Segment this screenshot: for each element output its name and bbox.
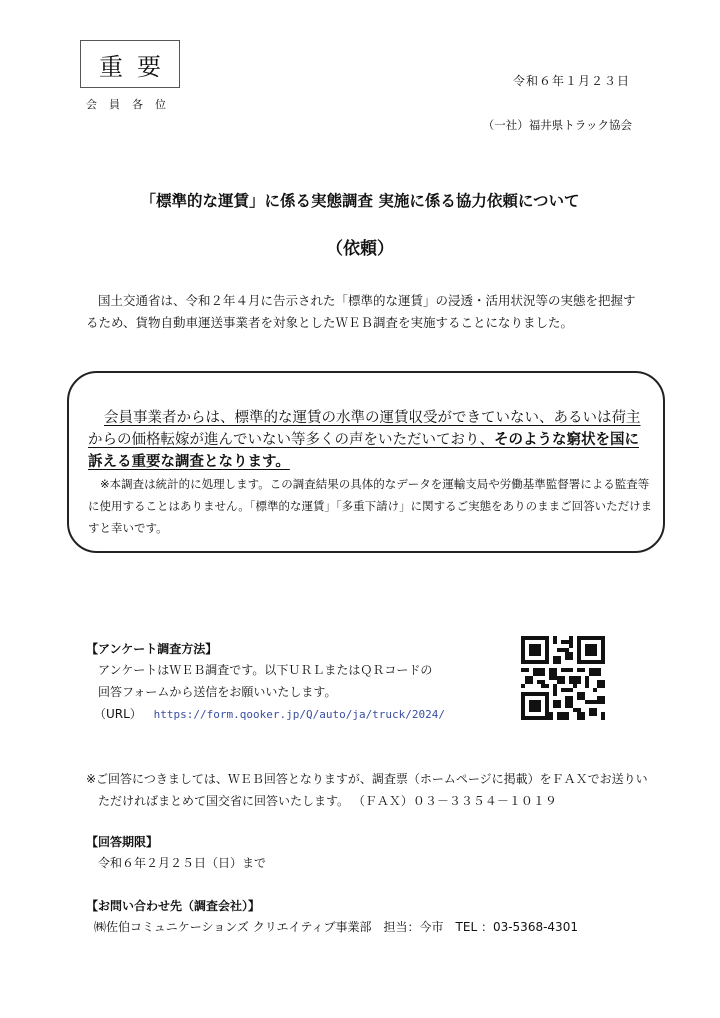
survey-url-link[interactable]: https://form.qooker.jp/Q/auto/ja/truck/2024/ [153,708,446,721]
recipients: 会員各位 [86,98,178,111]
contact-value: ㈱佐伯コミュニケーションズ クリエイティブ事業部 担当：今市 TEL ：03-5368-4301 [94,920,578,934]
deadline-value: 令和６年２月２５日（日）まで [98,856,267,870]
deadline-section [86,833,266,874]
deadline-heading: 【回答期限】 [86,835,159,849]
survey-heading: 【アンケート調査方法】 [86,642,218,656]
survey-section [86,640,445,726]
contact-section [86,897,578,938]
survey-url-row [86,703,445,726]
survey-line-1: アンケートはＷＥＢ調査です。以下ＵＲＬまたはＱＲコードの [98,663,433,677]
survey-url-label: （URL） [94,707,142,721]
fax-note-text: ※ご回答につきましては、ＷＥＢ回答となりますが、調査票（ホームページに掲載）をＦＡＸでお送りいただければまとめて国交省に回答いたします。 （ＦＡＸ）０３－３３５４－１０１９ [86,772,648,808]
importance-stamp [80,40,180,88]
callout-note: ※本調査は統計的に処理します。この調査結果の具体的なデータを運輸支局や労働基準監督署による監査等に使用することはありません。「標準的な運賃」「多重下請け」に関するご実態をありのままご回答いただけますと幸いです。 [88,477,653,535]
callout-main-text [88,407,648,473]
qr-code-icon[interactable] [521,636,605,720]
issue-date: 令和６年１月２３日 [512,74,630,88]
contact-heading: 【お問い合わせ先（調査会社）】 [86,899,261,913]
fax-note [86,768,656,812]
importance-label: 重要 [99,52,175,81]
intro-paragraph: 国土交通省は、令和２年４月に告示された「標準的な運賃」の浸透・活用状況等の実態を把握するため、貨物自動車運送事業者を対象としたＷＥＢ調査を実施することになりました。 [86,293,636,330]
survey-line-2: 回答フォームから送信をお願いいたします。 [98,685,337,699]
sender-organization: （一社）福井県トラック協会 [482,118,632,132]
callout-main-bold: そのような窮状を国に訴える重要な調査となります。 [88,432,639,470]
document-subtitle: （依頼） [326,239,394,259]
document-title: 「標準的な運賃」に係る実態調査 実施に係る協力依頼について [140,192,580,210]
callout-main-plain: 会員事業者からは、標準的な運賃の水準の運賃収受ができていない、あるいは荷主からの価格転嫁が進んでいない等多くの声をいただいており、 [88,410,641,448]
